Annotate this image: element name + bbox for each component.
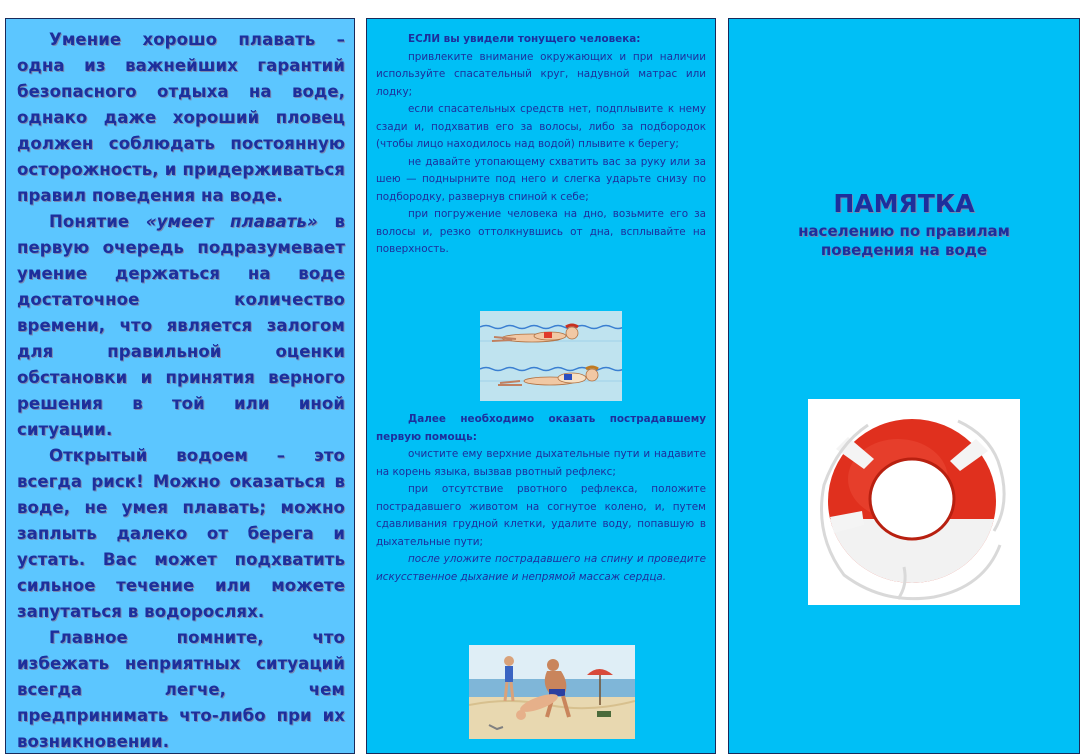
brochure-title: ПАМЯТКА — [833, 189, 975, 218]
rescue-instructions — [376, 31, 706, 259]
first-aid-item: при отсутствие рвотного рефлекса, положите пострадавшего животом на согнутое колено, и, путем сдавливания грудной клетки, удалите воду, попавшую в дыхательные пути; — [376, 483, 706, 548]
paragraph-open-water: Открытый водоем – это всегда риск! Можно оказаться в воде, не умея плавать; можно заплыть далеко от берега и устать. Вас может подхватить сильное течение или можете запутаться в водорослях. — [17, 446, 345, 621]
first-aid-item: после уложите пострадавшего на спину и проведите искусственное дыхание и непрямой массаж сердца. — [376, 553, 706, 583]
paragraph-can-swim: Понятие «умеет плавать» в первую очередь подразумевает умение держаться на воде достаточное количество времени, что является залогом для правильной оценки обстановки и принятия верного решения в той или иной ситуации. — [17, 212, 345, 439]
rescue-item: привлеките внимание окружающих и при наличии используйте спасательный круг, надувной матрас или лодку; — [376, 50, 706, 98]
lifebuoy-image — [808, 399, 1020, 605]
first-aid-heading: Далее необходимо оказать пострадавшему первую помощь: — [376, 413, 706, 443]
left-panel — [5, 18, 355, 754]
paragraph-swimming: Умение хорошо плавать – одна из важнейших гарантий безопасного отдыха на воде, однако даже хороший пловец должен соблюдать постоянную осторожность, и придерживаться правил поведения на воде. — [17, 30, 345, 205]
rescue-item: если спасательных средств нет, подплывите к нему сзади и, подхватив его за волосы, либо за подбородок (чтобы лицо находилось над водой) плывите к берегу; — [376, 103, 706, 150]
middle-panel — [366, 18, 716, 754]
intro-text — [17, 27, 345, 755]
right-panel — [728, 18, 1080, 754]
paragraph-remember: Главное помните, что избежать неприятных ситуаций всегда легче, чем предпринимать что-либо при их возникновении. — [17, 628, 345, 751]
first-aid-beach-illustration — [469, 645, 635, 739]
rescue-heading: ЕСЛИ вы увидели тонущего человека: — [408, 33, 641, 45]
rescue-item: не давайте утопающему схватить вас за руку или за шею — поднырните под него и слегка ударьте снизу по подбородку, развернув спиной к себе; — [376, 155, 706, 203]
brochure-subtitle: населению по правилам поведения на воде — [798, 222, 1010, 259]
rescue-swimmers-illustration — [480, 311, 622, 401]
rescue-item: при погружение человека на дно, возьмите его за волосы и, резко оттолкнувшись от дна, всплывайте на поверхность. — [376, 208, 706, 255]
first-aid-item: очистите ему верхние дыхательные пути и надавите на корень языка, вызвав рвотный рефлекс; — [376, 448, 706, 478]
first-aid-instructions — [376, 411, 706, 586]
